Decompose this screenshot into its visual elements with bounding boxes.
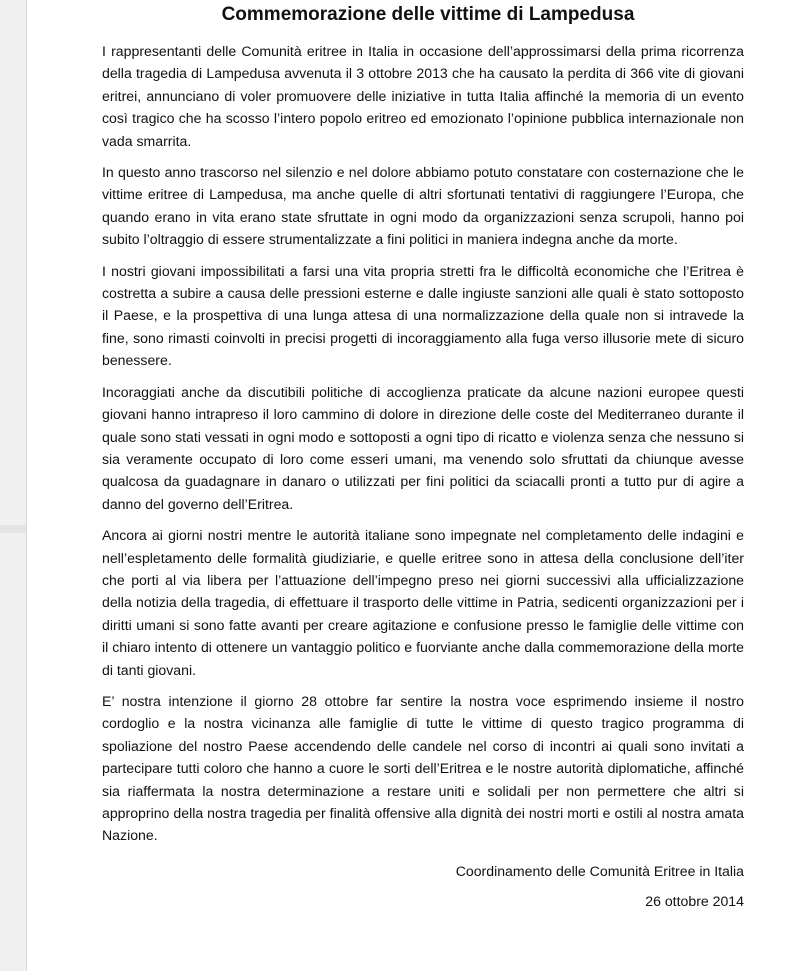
document-page: [102, 4, 744, 912]
paragraph-5: Ancora ai giorni nostri mentre le autorità italiane sono impegnate nel completamento delle indagini e nell’espletamento delle formalità giudiziarie, e quelle eritree sono in attesa della conclusione dell’iter che porti al via libera per l’attuazione dell’impegno preso nei giorni successivi alla ufficializzazione della notizia della tragedia, di effettuare il trasporto delle vittime in Patria, sedicenti organizzazioni per i diritti umani si sono fatte avanti per creare agitazione e confusione presso le famiglie delle vittime con il chiaro intento di ottenere un vantaggio politico e fuorviante anche dalla commemorazione della morte di tanti giovani.: [102, 527, 744, 678]
signature: Coordinamento delle Comunità Eritree in Italia: [455, 862, 744, 879]
paragraph-6: E’ nostra intenzione il giorno 28 ottobre far sentire la nostra voce esprimendo insieme il nostro cordoglio e la nostra vicinanza alle famiglie di tutte le vittime di questo tragico programma di spoliazione del nostro Paese accendendo delle candele nel corso di incontri ai quali sono invitati a partecipare tutti coloro che hanno a cuore le sorti dell’Eritrea e le nostre autorità diplomatiche, affinché sia riaffermata la nostra determinazione a restare uniti e solidali per non permettere che altri si approprino della nostra tragedia per finalità offensive alla dignità dei nostri morti e ostili al nostra amata Nazione.: [102, 692, 744, 844]
paragraph-3: I nostri giovani impossibilitati a farsi una vita propria stretti fra le difficoltà economiche che l’Eritrea è costretta a subire a causa delle pressioni esterne e dalle ingiuste sanzioni alle quali è stato sottoposto il Paese, e la prospettiva di una lunga attesa di una normalizzazione della quale non si intravede la fine, sono rimasti coinvolti in precisi progetti di incoraggiamento alla fuga verso illusorie mete di sicuro benessere.: [102, 262, 744, 369]
paragraph-1: I rappresentanti delle Comunità eritree in Italia in occasione dell’approssimarsi della prima ricorrenza della tragedia di Lampedusa avvenuta il 3 ottobre 2013 che ha causato la perdita di 366 vite di giovani eritrei, annunciano di voler promuovere delle iniziative in tutta Italia affinché la memoria di un evento così tragico che ha scosso l’intero popolo eritreo ed emozionato l’opinione pubblica internazionale non vada smarrita.: [102, 43, 744, 149]
gutter-notch: [0, 525, 26, 533]
document-date: 26 ottobre 2014: [645, 892, 744, 909]
paragraph-4: Incoraggiati anche da discutibili politiche di accoglienza praticate da alcune nazioni europee questi giovani hanno intrapreso il loro cammino di dolore in direzione delle coste del Mediterraneo durante il quale sono stati vessati in ogni modo e sottoposti a ogni tipo di ricatto e violenza senza che nessuno si sia veramente occupato di loro come esseri umani, ma venendo solo sfruttati da chiunque avesse qualcosa da guadagnare in danaro o utilizzati per fini politici da sciacalli pronti a tutto pur di agire a danno del governo dell’Eritrea.: [102, 383, 744, 512]
page-margin-gutter: [0, 0, 27, 971]
document-title: Commemorazione delle vittime di Lampedusa: [221, 4, 635, 25]
paragraph-2: In questo anno trascorso nel silenzio e nel dolore abbiamo potuto constatare con costernazione che le vittime eritree di Lampedusa, ma anche quelle di altri sfortunati tentativi di raggiungere l’Europa, che quando erano in vita erano state sfruttate in ogni modo da organizzazioni senza scrupoli, hanno poi subito l’oltraggio di essere strumentalizzate a fini politici in maniera indegna anche da morte.: [102, 164, 744, 248]
